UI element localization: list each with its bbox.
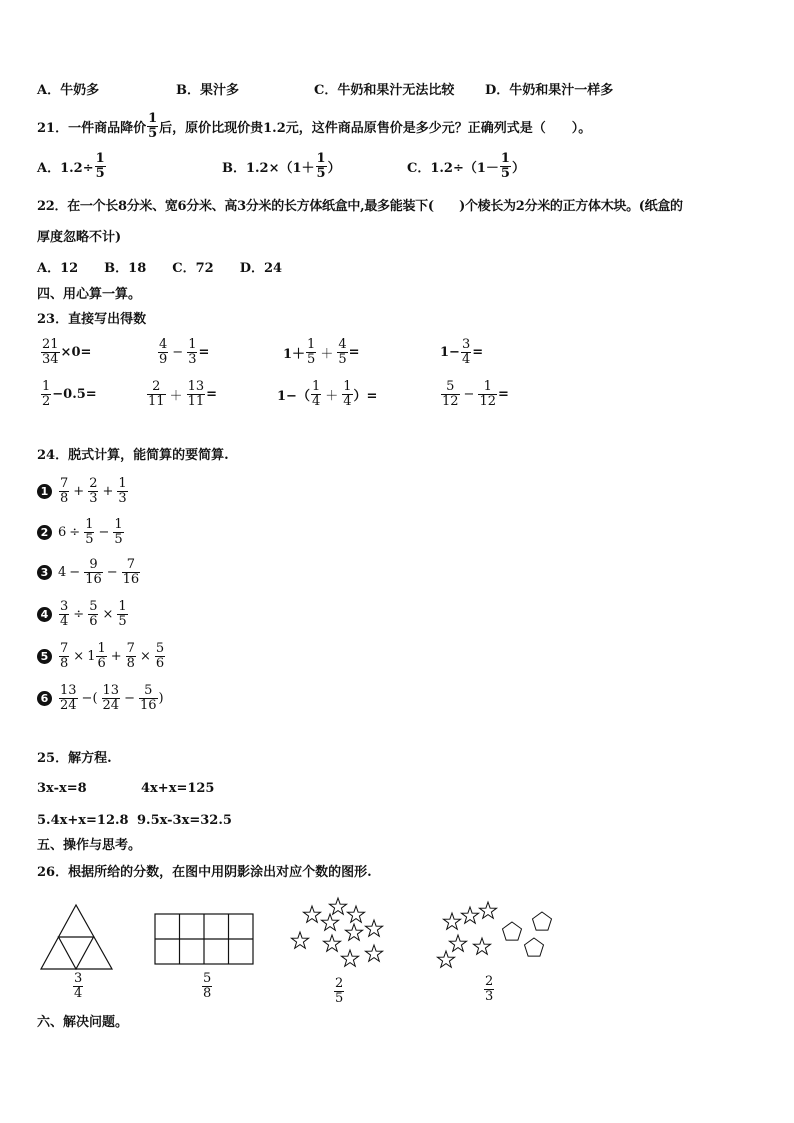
q21-option-a: A．1.2÷ $\frac{1}{5}$ bbox=[37, 151, 105, 181]
q21-option-b: B．1.2×（1＋ $\frac{1}{5}$ ） bbox=[222, 151, 341, 181]
q24-title: 24．脱式计算，能简算的要简算. bbox=[37, 448, 229, 463]
q25-eq-3: 5.4x+x=12.8 bbox=[37, 813, 129, 828]
rectangle-grid-figure bbox=[154, 913, 254, 965]
item-number-badge: 6 bbox=[37, 691, 52, 706]
q23-expr-5: $\frac{1}{2}$ −0.5= bbox=[42, 379, 97, 409]
section-4-heading: 四、用心算一算。 bbox=[37, 287, 142, 302]
section-6-heading: 六、解决问题。 bbox=[37, 1015, 129, 1030]
item-number-badge: 5 bbox=[37, 649, 52, 664]
stars-figure bbox=[288, 895, 388, 975]
q25-eq-4: 9.5x-3x=32.5 bbox=[137, 813, 232, 828]
q23-expr-3: 1＋ $\frac{1}{5}$ ＋ $\frac{4}{5}$ = bbox=[283, 337, 360, 367]
figure-4-fraction: $\frac{2}{3}$ bbox=[485, 974, 494, 1004]
q20-option-d: D．牛奶和果汁一样多 bbox=[485, 83, 614, 98]
figure-2-fraction: $\frac{5}{8}$ bbox=[203, 971, 212, 1001]
q24-item-5: 5 $\frac{7}{8}$ × 1 $\frac{1}{6}$ + $\frac{7}{8}$ × $\frac{5}{6}$ bbox=[37, 642, 166, 671]
stars-pentagons-figure bbox=[432, 898, 557, 973]
q20-option-b: B．果汁多 bbox=[176, 83, 239, 98]
q23-expr-1: $\frac{21}{34}$ ×0= bbox=[42, 337, 92, 367]
q21-fraction: $\frac{1}{5}$ bbox=[148, 111, 158, 141]
q20-option-a: A．牛奶多 bbox=[37, 83, 100, 98]
q25-eq-1: 3x-x=8 bbox=[37, 781, 87, 796]
item-number-badge: 3 bbox=[37, 565, 52, 580]
q24-item-3: 3 4 − $\frac{9}{16}$ − $\frac{7}{16}$ bbox=[37, 558, 141, 587]
q25-eq-2: 4x+x=125 bbox=[141, 781, 215, 796]
item-number-badge: 4 bbox=[37, 607, 52, 622]
q20-option-c: C．牛奶和果汁无法比较 bbox=[314, 83, 455, 98]
q23-expr-6: $\frac{2}{11}$ ＋ $\frac{13}{11}$ = bbox=[148, 379, 218, 409]
triangle-figure bbox=[38, 902, 116, 972]
q22-question-line2: 厚度忽略不计) bbox=[37, 230, 122, 245]
q22-options: A．12 B．18 C．72 D．24 bbox=[37, 261, 283, 276]
q24-item-6: 6 $\frac{13}{24}$ −( $\frac{13}{24}$ − $\frac{5}{16}$ ) bbox=[37, 684, 164, 713]
q23-title: 23．直接写出得数 bbox=[37, 312, 147, 327]
section-5-heading: 五、操作与思考。 bbox=[37, 838, 142, 853]
q23-expr-2: $\frac{4}{9}$ − $\frac{1}{3}$ = bbox=[159, 337, 210, 367]
q23-expr-4: 1− $\frac{3}{4}$ = bbox=[440, 337, 484, 367]
figure-1-fraction: $\frac{3}{4}$ bbox=[74, 971, 83, 1001]
q21-question: 21．一件商品降价 $\frac{1}{5}$ 后，原价比现价贵1.2元，这件商品原售价是多少元？正确列式是（ ）。 bbox=[37, 111, 592, 141]
q26-title: 26．根据所给的分数，在图中用阴影涂出对应个数的图形. bbox=[37, 865, 372, 880]
figure-3-fraction: $\frac{2}{5}$ bbox=[335, 976, 344, 1006]
item-number-badge: 2 bbox=[37, 525, 52, 540]
q21-option-c: C．1.2÷（1－ $\frac{1}{5}$ ） bbox=[407, 151, 525, 181]
q23-expr-7: 1−（ $\frac{1}{4}$ ＋ $\frac{1}{4}$ ）= bbox=[277, 379, 378, 409]
q24-item-2: 2 6 ÷ $\frac{1}{5}$ − $\frac{1}{5}$ bbox=[37, 518, 125, 547]
q23-expr-8: $\frac{5}{12}$ − $\frac{1}{12}$ = bbox=[442, 379, 509, 409]
q24-item-4: 4 $\frac{3}{4}$ ÷ $\frac{5}{6}$ × $\frac{1}{5}$ bbox=[37, 600, 129, 629]
q24-item-1: 1 $\frac{7}{8}$ + $\frac{2}{3}$ + $\frac{1}{3}$ bbox=[37, 477, 129, 506]
item-number-badge: 1 bbox=[37, 484, 52, 499]
q22-question-line1: 22．在一个长8分米、宽6分米、高3分米的长方体纸盒中,最多能装下( )个棱长为2分米的正方体木块。(纸盒的 bbox=[37, 199, 683, 214]
q25-title: 25．解方程. bbox=[37, 751, 112, 766]
